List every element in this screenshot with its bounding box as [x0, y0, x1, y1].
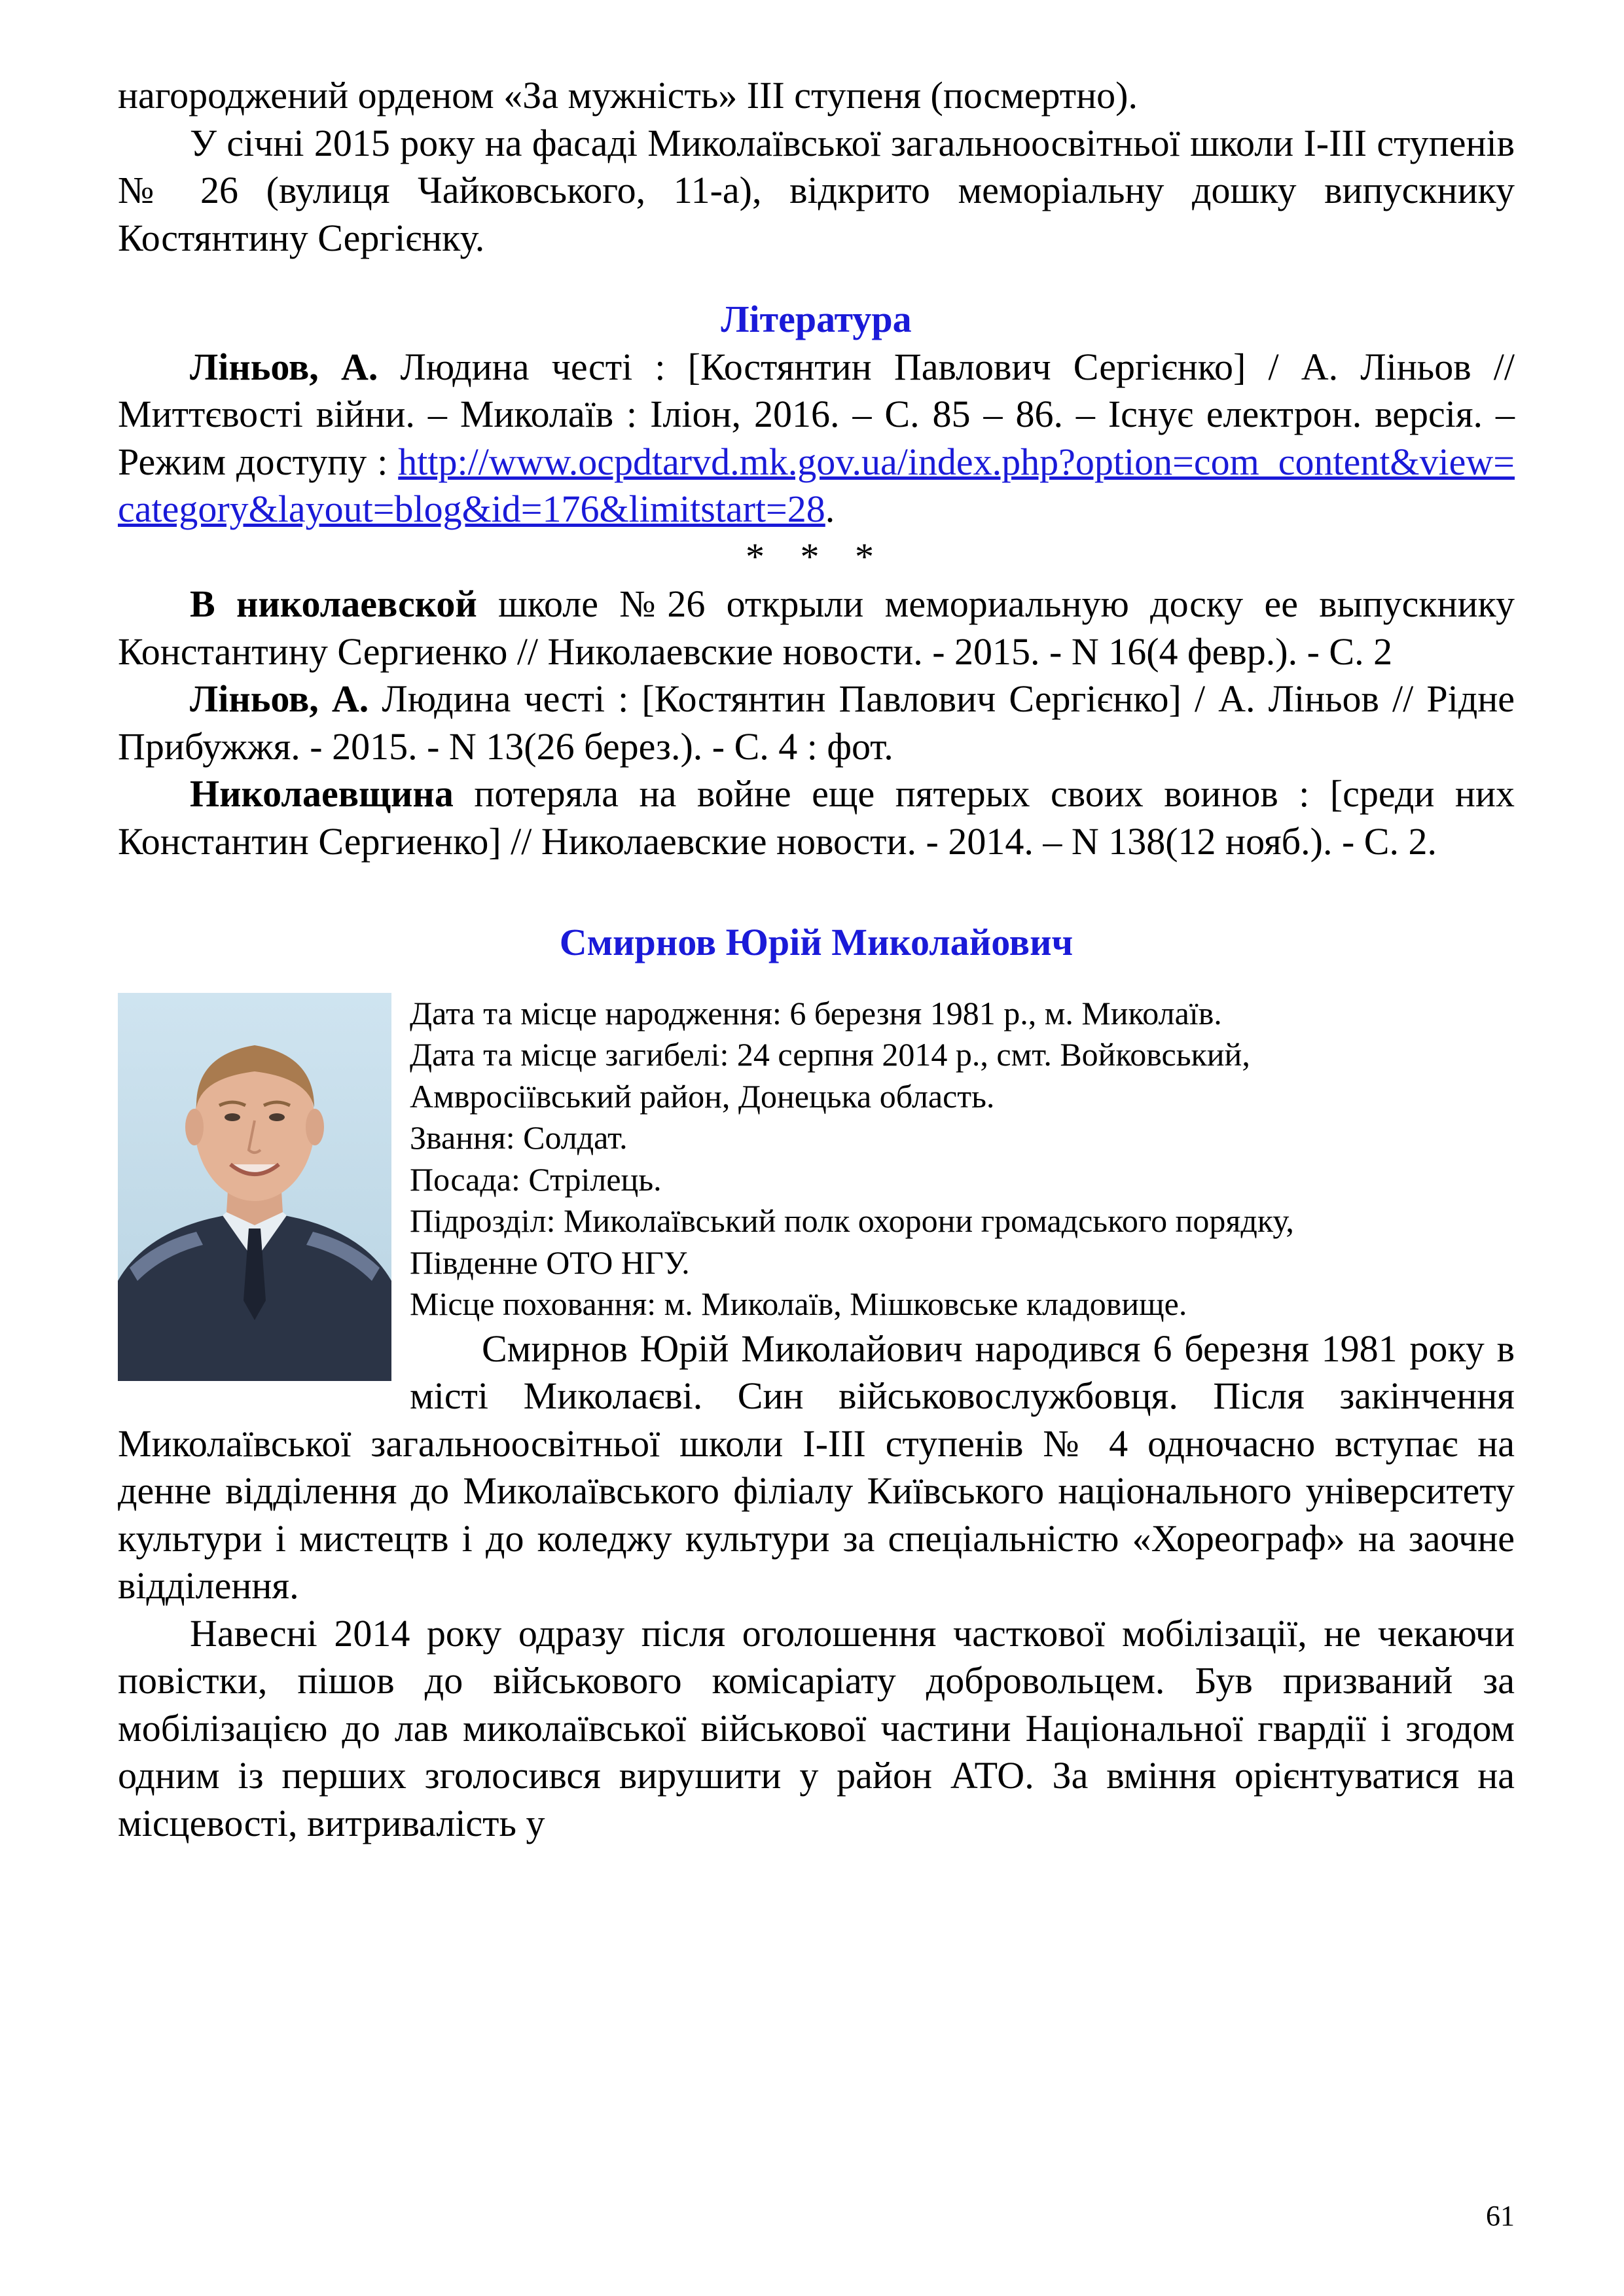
fact-unit: Підрозділ: Миколаївський полк охорони громадського порядку, [410, 1202, 1294, 1239]
literature-item-2-author: В николаевской [190, 583, 477, 625]
intro-paragraph: У січні 2015 року на фасаді Миколаївської загальноосвітньої школи І-ІІІ ступенів № 26 (вулиця Чайковського, 11-а), відкрито меморіальну дошку випускнику Костянтину Сергієнку. [118, 121, 1515, 259]
literature-item-3-text: Людина честі : [Костянтин Павлович Сергієнко] / А. Ліньов // Рідне Прибужжя. - 2015. - N 13(26 берез.). - С. 4 : фот. [118, 677, 1515, 768]
person-photo [118, 993, 391, 1381]
separator-stars: * * * [746, 535, 887, 578]
portrait-illustration [118, 993, 391, 1381]
document-page [118, 72, 1515, 1847]
literature-item-1 [118, 344, 1515, 533]
fact-rank: Звання: Солдат. [410, 1119, 628, 1156]
intro-line: нагороджений орденом «За мужність» III ступеня (посмертно). [118, 74, 1138, 117]
fact-unit-cont: Південне ОТО НГУ. [410, 1244, 690, 1281]
literature-item-1-tail: . [825, 488, 835, 530]
literature-item-2-text: школе №26 открыли мемориальную доску ее выпускнику Константину Сергиенко // Николаевские новости. - 2015. - N 16(4 февр.). - С. 2 [118, 583, 1515, 673]
literature-heading: Література [721, 298, 912, 340]
fact-death-region: Амвросіївський район, Донецька область. [410, 1077, 995, 1115]
fact-birth: Дата та місце народження: 6 березня 1981 р., м. Миколаїв. [410, 994, 1222, 1031]
literature-item-4-author: Николаевщина [190, 772, 454, 815]
bio-paragraph-2: Навесні 2014 року одразу після оголошення часткової мобілізації, не чекаючи повістки, пішов до військового комісаріату добровольцем. Був призваний за мобілізацією до лав миколаївської військової частини Національної гвардії і згодом одним із перших зголосився вирушити у район АТО. За вміння орієнтуватися на місцевості, витривалість у [118, 1611, 1515, 1844]
literature-item-2 [118, 581, 1515, 675]
page-number: 61 [1486, 2200, 1515, 2232]
literature-item-1-text: Людина честі : [Костянтин Павлович Сергієнко] / А. Ліньов // Миттєвості війни. – Миколаїв : Іліон, 2016. – С. 85 – 86. – Існує електрон. версія. – Режим доступу : [118, 345, 1515, 483]
fact-position: Посада: Стрілець. [410, 1160, 662, 1198]
fact-death: Дата та місце загибелі: 24 серпня 2014 р., смт. Войковський, [410, 1036, 1250, 1073]
literature-item-1-link[interactable]: http://www.ocpdtarvd.mk.gov.ua/index.php?option=com_content&view=category&layout=blog&id=176&limitstart=28 [118, 440, 1515, 530]
person-block [118, 993, 1515, 1610]
literature-item-4 [118, 770, 1515, 865]
person-heading: Смирнов Юрій Миколайович [559, 921, 1074, 963]
fact-burial: Місце поховання: м. Миколаїв, Мішковське кладовище. [410, 1285, 1187, 1322]
literature-item-3 [118, 675, 1515, 770]
literature-item-4-text: потеряла на войне еще пятерых своих воинов : [среди них Константин Сергиенко] // Николаевские новости. - 2014. – N 138(12 нояб.). - С. 2. [118, 772, 1515, 863]
bio-paragraph-1: Смирнов Юрій Миколайович народився 6 березня 1981 року в місті Миколаєві. Син військовослужбовця. Після закінчення Миколаївської загальноосвітньої школи І-ІІІ ступенів № 4 одночасно вступає на денне відділення до Миколаївського філіалу Київського національного університету культури і мистецтв і до коледжу культури за спеціальністю «Хореограф» на заочне відділення. [118, 1327, 1515, 1607]
literature-item-3-author: Ліньов, А. [190, 677, 369, 720]
literature-item-1-author: Ліньов, А. [190, 345, 378, 388]
